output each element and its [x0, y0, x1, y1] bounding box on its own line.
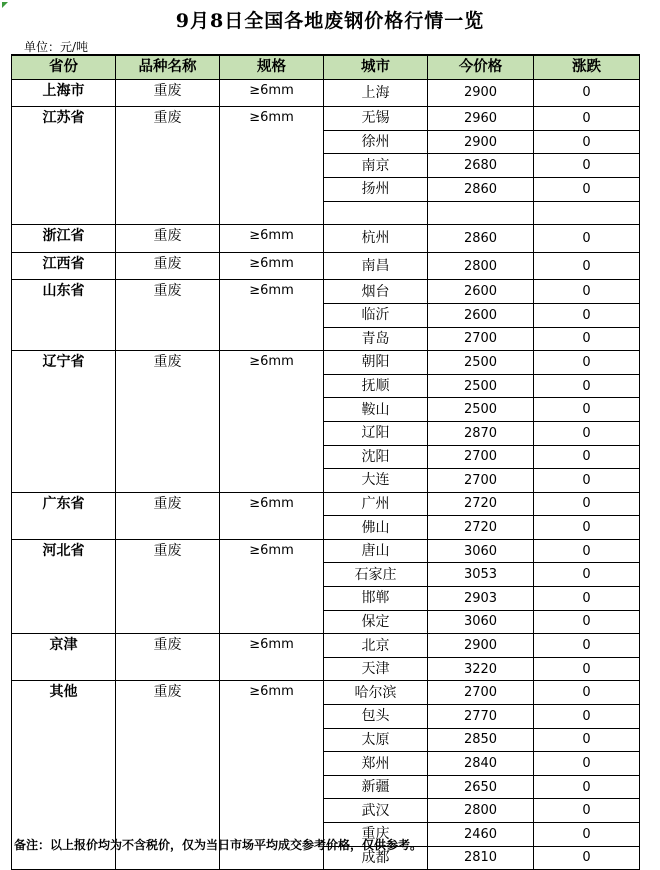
table-row	[12, 634, 640, 658]
kind-cell: 重废	[116, 634, 220, 681]
change-cell: 0	[534, 107, 640, 131]
table-row	[12, 351, 640, 375]
price-cell: 2700	[428, 681, 534, 705]
spec-cell: ≥6mm	[220, 492, 324, 539]
city-cell	[324, 201, 428, 225]
price-cell: 2600	[428, 303, 534, 327]
change-cell: 0	[534, 79, 640, 107]
city-cell: 重庆	[324, 823, 428, 847]
change-cell: 0	[534, 610, 640, 634]
price-cell: 2720	[428, 492, 534, 516]
header-spec: 规格	[220, 55, 324, 79]
kind-cell: 重废	[116, 107, 220, 225]
change-cell: 0	[534, 563, 640, 587]
kind-cell: 重废	[116, 681, 220, 870]
change-cell: 0	[534, 823, 640, 847]
table-row	[12, 225, 640, 253]
city-cell: 烟台	[324, 280, 428, 304]
city-cell: 杭州	[324, 225, 428, 253]
table-row	[12, 492, 640, 516]
city-cell: 徐州	[324, 130, 428, 154]
city-cell: 广州	[324, 492, 428, 516]
change-cell: 0	[534, 634, 640, 658]
price-cell: 2870	[428, 421, 534, 445]
change-cell: 0	[534, 398, 640, 422]
city-cell: 新疆	[324, 775, 428, 799]
kind-cell: 重废	[116, 492, 220, 539]
change-cell: 0	[534, 728, 640, 752]
province-cell: 浙江省	[12, 225, 116, 253]
change-cell: 0	[534, 130, 640, 154]
price-cell: 2500	[428, 398, 534, 422]
change-cell: 0	[534, 587, 640, 611]
price-cell: 2500	[428, 374, 534, 398]
change-cell: 0	[534, 351, 640, 375]
city-cell: 辽阳	[324, 421, 428, 445]
price-cell: 2680	[428, 154, 534, 178]
province-cell: 京津	[12, 634, 116, 681]
spec-cell: ≥6mm	[220, 79, 324, 107]
spec-cell: ≥6mm	[220, 107, 324, 225]
table-row	[12, 252, 640, 280]
city-cell: 邯郸	[324, 587, 428, 611]
city-cell: 哈尔滨	[324, 681, 428, 705]
price-cell: 2850	[428, 728, 534, 752]
city-cell: 抚顺	[324, 374, 428, 398]
price-cell: 2840	[428, 752, 534, 776]
change-cell: 0	[534, 752, 640, 776]
table-header-row	[12, 55, 640, 79]
change-cell: 0	[534, 177, 640, 201]
price-cell: 2900	[428, 79, 534, 107]
change-cell: 0	[534, 799, 640, 823]
price-cell: 2770	[428, 705, 534, 729]
change-cell: 0	[534, 539, 640, 563]
price-cell: 2700	[428, 327, 534, 351]
unit-label: 单位：元/吨	[24, 40, 89, 54]
kind-cell: 重废	[116, 79, 220, 107]
city-cell: 鞍山	[324, 398, 428, 422]
city-cell: 南京	[324, 154, 428, 178]
price-cell: 2800	[428, 252, 534, 280]
price-cell: 2810	[428, 846, 534, 870]
province-cell: 山东省	[12, 280, 116, 351]
price-cell: 2700	[428, 469, 534, 493]
province-cell: 上海市	[12, 79, 116, 107]
price-cell: 2650	[428, 775, 534, 799]
province-cell: 辽宁省	[12, 351, 116, 493]
price-cell: 2860	[428, 225, 534, 253]
price-cell	[428, 201, 534, 225]
change-cell: 0	[534, 492, 640, 516]
province-cell: 其他	[12, 681, 116, 870]
city-cell: 沈阳	[324, 445, 428, 469]
price-cell: 3220	[428, 657, 534, 681]
change-cell	[534, 201, 640, 225]
city-cell: 唐山	[324, 539, 428, 563]
table-row	[12, 79, 640, 107]
kind-cell: 重废	[116, 225, 220, 253]
province-cell: 广东省	[12, 492, 116, 539]
table-row	[12, 681, 640, 705]
table-row	[12, 539, 640, 563]
price-cell: 3060	[428, 610, 534, 634]
change-cell: 0	[534, 327, 640, 351]
price-cell: 2720	[428, 516, 534, 540]
city-cell: 太原	[324, 728, 428, 752]
spec-cell: ≥6mm	[220, 225, 324, 253]
province-cell: 江西省	[12, 252, 116, 280]
price-cell: 2700	[428, 445, 534, 469]
change-cell: 0	[534, 374, 640, 398]
city-cell: 扬州	[324, 177, 428, 201]
city-cell: 青岛	[324, 327, 428, 351]
table-body	[12, 79, 640, 870]
kind-cell: 重废	[116, 351, 220, 493]
city-cell: 石家庄	[324, 563, 428, 587]
spec-cell: ≥6mm	[220, 252, 324, 280]
price-cell: 2800	[428, 799, 534, 823]
change-cell: 0	[534, 657, 640, 681]
table-row	[12, 280, 640, 304]
price-cell: 3060	[428, 539, 534, 563]
price-cell: 2860	[428, 177, 534, 201]
change-cell: 0	[534, 421, 640, 445]
kind-cell: 重废	[116, 252, 220, 280]
city-cell: 南昌	[324, 252, 428, 280]
province-cell: 河北省	[12, 539, 116, 633]
spec-cell: ≥6mm	[220, 539, 324, 633]
change-cell: 0	[534, 445, 640, 469]
spec-cell: ≥6mm	[220, 681, 324, 870]
page-title: 9月8日全国各地废钢价格行情一览	[175, 10, 485, 32]
change-cell: 0	[534, 705, 640, 729]
header-price: 今价格	[428, 55, 534, 79]
price-cell: 2900	[428, 634, 534, 658]
price-cell: 2900	[428, 130, 534, 154]
price-cell: 2500	[428, 351, 534, 375]
price-cell: 2600	[428, 280, 534, 304]
city-cell: 北京	[324, 634, 428, 658]
change-cell: 0	[534, 303, 640, 327]
change-cell: 0	[534, 681, 640, 705]
change-cell: 0	[534, 775, 640, 799]
header-province: 省份	[12, 55, 116, 79]
city-cell: 上海	[324, 79, 428, 107]
city-cell: 成都	[324, 846, 428, 870]
city-cell: 武汉	[324, 799, 428, 823]
city-cell: 天津	[324, 657, 428, 681]
city-cell: 大连	[324, 469, 428, 493]
price-cell: 3053	[428, 563, 534, 587]
price-cell: 2903	[428, 587, 534, 611]
kind-cell: 重废	[116, 280, 220, 351]
price-cell: 2960	[428, 107, 534, 131]
change-cell: 0	[534, 154, 640, 178]
city-cell: 朝阳	[324, 351, 428, 375]
change-cell: 0	[534, 252, 640, 280]
table-row	[12, 107, 640, 131]
province-cell: 江苏省	[12, 107, 116, 225]
city-cell: 包头	[324, 705, 428, 729]
spec-cell: ≥6mm	[220, 634, 324, 681]
header-change: 涨跌	[534, 55, 640, 79]
city-cell: 佛山	[324, 516, 428, 540]
footnote: 备注：以上报价均为不含税价，仅为当日市场平均成交参考价格，仅供参考。	[14, 838, 423, 852]
change-cell: 0	[534, 280, 640, 304]
price-table	[11, 54, 640, 870]
change-cell: 0	[534, 469, 640, 493]
city-cell: 郑州	[324, 752, 428, 776]
change-cell: 0	[534, 846, 640, 870]
header-kind: 品种名称	[116, 55, 220, 79]
change-cell: 0	[534, 516, 640, 540]
change-cell: 0	[534, 225, 640, 253]
spec-cell: ≥6mm	[220, 280, 324, 351]
kind-cell: 重废	[116, 539, 220, 633]
spec-cell: ≥6mm	[220, 351, 324, 493]
city-cell: 临沂	[324, 303, 428, 327]
city-cell: 无锡	[324, 107, 428, 131]
city-cell: 保定	[324, 610, 428, 634]
header-city: 城市	[324, 55, 428, 79]
price-cell: 2460	[428, 823, 534, 847]
